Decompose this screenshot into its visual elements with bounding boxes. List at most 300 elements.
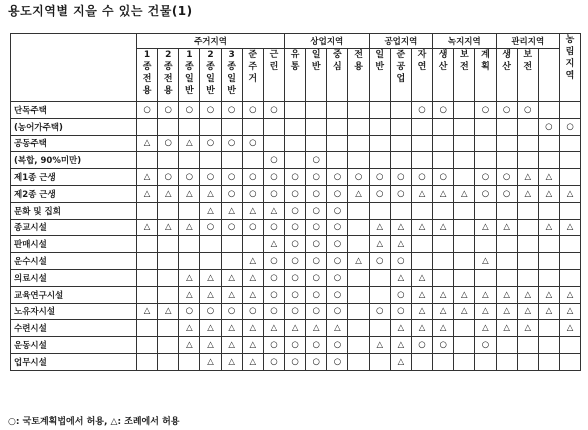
ordinance-triangle: △ (411, 269, 432, 286)
table-cell (158, 353, 179, 370)
table-cell (285, 135, 306, 152)
table-cell (433, 152, 454, 169)
subzone-header (411, 49, 432, 102)
allowed-circle: ○ (327, 236, 348, 253)
table-row (11, 135, 581, 152)
legend-note: ○: 국토계획법에서 허용, △: 조례에서 허용 (8, 417, 180, 427)
table-cell (179, 118, 200, 135)
allowed-circle: ○ (475, 185, 496, 202)
table-cell (200, 253, 221, 270)
table-cell (411, 118, 432, 135)
table-cell (454, 236, 475, 253)
ordinance-triangle: △ (496, 286, 517, 303)
subzone-label: 보전 (523, 50, 533, 72)
ordinance-triangle: △ (454, 286, 475, 303)
table-cell (454, 253, 475, 270)
ordinance-triangle: △ (263, 202, 284, 219)
ordinance-triangle: △ (306, 320, 327, 337)
ordinance-triangle: △ (559, 286, 580, 303)
group-header: 상업지역 (285, 34, 370, 49)
row-label: 운동시설 (11, 337, 137, 354)
table-cell (538, 236, 559, 253)
table-cell (369, 286, 390, 303)
allowed-circle: ○ (306, 269, 327, 286)
table-cell (158, 269, 179, 286)
table-cell (179, 253, 200, 270)
allowed-circle: ○ (390, 185, 411, 202)
ordinance-triangle: △ (517, 320, 538, 337)
table-cell (517, 219, 538, 236)
table-cell (538, 269, 559, 286)
table-cell (158, 152, 179, 169)
subzone-header (348, 49, 369, 102)
table-row (11, 102, 581, 119)
subzone-label: 보전 (459, 50, 469, 72)
ordinance-triangle: △ (411, 320, 432, 337)
allowed-circle: ○ (306, 253, 327, 270)
subzone-label: 계획 (481, 50, 490, 72)
table-cell (559, 353, 580, 370)
ordinance-triangle: △ (137, 169, 158, 186)
table-cell (137, 353, 158, 370)
allowed-circle: ○ (263, 152, 284, 169)
allowed-circle: ○ (369, 185, 390, 202)
table-cell (496, 269, 517, 286)
table-cell (454, 219, 475, 236)
ordinance-triangle: △ (496, 219, 517, 236)
table-cell (433, 269, 454, 286)
ordinance-triangle: △ (179, 337, 200, 354)
table-cell (137, 253, 158, 270)
table-row (11, 269, 581, 286)
subzone-label: 2종일반 (206, 50, 215, 96)
ordinance-triangle: △ (390, 219, 411, 236)
table-cell (433, 253, 454, 270)
subzone-label: 근린 (269, 50, 279, 72)
ordinance-triangle: △ (200, 320, 221, 337)
table-cell (158, 236, 179, 253)
allowed-circle: ○ (390, 286, 411, 303)
allowed-circle: ○ (285, 185, 306, 202)
allowed-circle: ○ (306, 337, 327, 354)
table-cell (559, 253, 580, 270)
table-row (11, 236, 581, 253)
table-cell (496, 337, 517, 354)
row-label: (복합, 90%미만) (11, 152, 137, 169)
ordinance-triangle: △ (517, 303, 538, 320)
table-cell (285, 152, 306, 169)
table-cell (559, 202, 580, 219)
page-title: 용도지역별 지을 수 있는 건물(1) (8, 4, 193, 18)
table-cell (348, 337, 369, 354)
table-row (11, 169, 581, 186)
table-cell (348, 286, 369, 303)
allowed-circle: ○ (200, 303, 221, 320)
table-cell (348, 118, 369, 135)
subzone-header (263, 49, 284, 102)
subzone-header (517, 49, 538, 102)
table-cell (454, 202, 475, 219)
table-cell (496, 353, 517, 370)
ordinance-triangle: △ (475, 286, 496, 303)
subzone-header (475, 49, 496, 102)
table-cell (454, 135, 475, 152)
table-cell (327, 102, 348, 119)
table-cell (158, 118, 179, 135)
table-cell (496, 135, 517, 152)
ordinance-triangle: △ (221, 353, 242, 370)
allowed-circle: ○ (390, 169, 411, 186)
allowed-circle: ○ (285, 337, 306, 354)
ordinance-triangle: △ (538, 303, 559, 320)
ordinance-triangle: △ (433, 219, 454, 236)
allowed-circle: ○ (263, 253, 284, 270)
table-cell (475, 118, 496, 135)
table-row (11, 185, 581, 202)
allowed-circle: ○ (263, 286, 284, 303)
table-cell (496, 118, 517, 135)
table-row (11, 253, 581, 270)
subzone-header (137, 49, 158, 102)
ordinance-triangle: △ (559, 320, 580, 337)
subzone-label: 생산 (438, 50, 448, 72)
ordinance-triangle: △ (454, 303, 475, 320)
subzone-label: 중심 (333, 50, 342, 72)
table-cell (348, 152, 369, 169)
allowed-circle: ○ (263, 169, 284, 186)
table-cell (221, 253, 242, 270)
allowed-circle: ○ (285, 286, 306, 303)
ordinance-triangle: △ (369, 219, 390, 236)
ordinance-triangle: △ (538, 185, 559, 202)
ordinance-triangle: △ (242, 286, 263, 303)
row-label: 공동주택 (11, 135, 137, 152)
ordinance-triangle: △ (137, 185, 158, 202)
table-cell (369, 102, 390, 119)
table-cell (454, 353, 475, 370)
table-cell (475, 236, 496, 253)
ordinance-triangle: △ (559, 303, 580, 320)
table-cell (475, 152, 496, 169)
subzone-label: 준공업 (396, 50, 406, 84)
row-label: 제1종 근생 (11, 169, 137, 186)
subzone-label: 일반 (311, 50, 321, 72)
table-cell (411, 152, 432, 169)
allowed-circle: ○ (411, 169, 432, 186)
table-cell (454, 118, 475, 135)
table-cell (496, 202, 517, 219)
table-cell (454, 152, 475, 169)
table-cell (411, 135, 432, 152)
table-cell (496, 152, 517, 169)
table-cell (369, 320, 390, 337)
allowed-circle: ○ (242, 219, 263, 236)
allowed-circle: ○ (327, 169, 348, 186)
ordinance-triangle: △ (242, 253, 263, 270)
group-header: 관리지역 (496, 34, 559, 49)
ordinance-triangle: △ (158, 219, 179, 236)
allowed-circle: ○ (285, 236, 306, 253)
allowed-circle: ○ (538, 118, 559, 135)
allowed-circle: ○ (158, 102, 179, 119)
subzone-header (285, 49, 306, 102)
table-cell (158, 202, 179, 219)
table-cell (538, 353, 559, 370)
ordinance-triangle: △ (496, 320, 517, 337)
allowed-circle: ○ (263, 102, 284, 119)
ordinance-triangle: △ (263, 320, 284, 337)
table-cell (137, 202, 158, 219)
table-cell (137, 286, 158, 303)
table-cell (454, 102, 475, 119)
table-cell (179, 202, 200, 219)
allowed-circle: ○ (327, 303, 348, 320)
table-cell (369, 269, 390, 286)
allowed-circle: ○ (475, 169, 496, 186)
ordinance-triangle: △ (433, 303, 454, 320)
group-header: 주거지역 (137, 34, 285, 49)
ordinance-triangle: △ (137, 135, 158, 152)
table-cell (517, 135, 538, 152)
table-row (11, 303, 581, 320)
ordinance-triangle: △ (454, 185, 475, 202)
table-cell (242, 152, 263, 169)
ordinance-triangle: △ (221, 269, 242, 286)
allowed-circle: ○ (285, 219, 306, 236)
table-cell (559, 269, 580, 286)
allowed-circle: ○ (306, 185, 327, 202)
table-cell (517, 152, 538, 169)
allowed-circle: ○ (242, 303, 263, 320)
table-cell (433, 118, 454, 135)
allowed-circle: ○ (179, 303, 200, 320)
allowed-circle: ○ (285, 169, 306, 186)
ordinance-triangle: △ (285, 320, 306, 337)
table-cell (221, 118, 242, 135)
table-cell (369, 135, 390, 152)
table-cell (433, 202, 454, 219)
ordinance-triangle: △ (538, 219, 559, 236)
table-cell (559, 152, 580, 169)
ordinance-triangle: △ (411, 185, 432, 202)
allowed-circle: ○ (263, 269, 284, 286)
allowed-circle: ○ (285, 353, 306, 370)
allowed-circle: ○ (263, 185, 284, 202)
table-cell (158, 286, 179, 303)
table-cell (306, 135, 327, 152)
table-cell (475, 135, 496, 152)
allowed-circle: ○ (242, 135, 263, 152)
row-label: 업무시설 (11, 353, 137, 370)
ordinance-triangle: △ (433, 320, 454, 337)
header-corner (11, 34, 137, 102)
allowed-circle: ○ (327, 286, 348, 303)
ordinance-triangle: △ (200, 202, 221, 219)
subzone-header (390, 49, 411, 102)
allowed-circle: ○ (433, 102, 454, 119)
ordinance-triangle: △ (475, 303, 496, 320)
table-cell (263, 118, 284, 135)
allowed-circle: ○ (242, 169, 263, 186)
table-cell (158, 337, 179, 354)
table-cell (390, 202, 411, 219)
ordinance-triangle: △ (221, 286, 242, 303)
table-cell (158, 253, 179, 270)
ordinance-triangle: △ (200, 353, 221, 370)
row-label: 교육연구시설 (11, 286, 137, 303)
subzone-label: 3종일반 (227, 50, 236, 96)
table-cell (200, 152, 221, 169)
ordinance-triangle: △ (390, 337, 411, 354)
table-cell (517, 118, 538, 135)
table-cell (179, 152, 200, 169)
table-cell (559, 337, 580, 354)
table-cell (263, 135, 284, 152)
subzone-header (158, 49, 179, 102)
table-cell (433, 236, 454, 253)
table-row (11, 152, 581, 169)
table-row (11, 286, 581, 303)
table-cell (517, 337, 538, 354)
allowed-circle: ○ (433, 337, 454, 354)
table-cell (285, 102, 306, 119)
ordinance-triangle: △ (517, 185, 538, 202)
ordinance-triangle: △ (327, 320, 348, 337)
ordinance-triangle: △ (221, 320, 242, 337)
table-cell (179, 236, 200, 253)
table-cell (517, 269, 538, 286)
ordinance-triangle: △ (411, 286, 432, 303)
allowed-circle: ○ (263, 219, 284, 236)
allowed-circle: ○ (411, 102, 432, 119)
ordinance-triangle: △ (559, 185, 580, 202)
allowed-circle: ○ (285, 202, 306, 219)
subzone-label: 전용 (354, 50, 363, 72)
table-cell (348, 135, 369, 152)
table-cell (306, 118, 327, 135)
ordinance-triangle: △ (179, 286, 200, 303)
ordinance-triangle: △ (348, 185, 369, 202)
allowed-circle: ○ (221, 169, 242, 186)
table-cell (137, 269, 158, 286)
allowed-circle: ○ (221, 185, 242, 202)
ordinance-triangle: △ (242, 269, 263, 286)
allowed-circle: ○ (179, 102, 200, 119)
allowed-circle: ○ (433, 169, 454, 186)
table-cell (454, 337, 475, 354)
allowed-circle: ○ (327, 202, 348, 219)
allowed-circle: ○ (221, 135, 242, 152)
allowed-circle: ○ (475, 102, 496, 119)
allowed-circle: ○ (306, 353, 327, 370)
subzone-header (433, 49, 454, 102)
table-cell (137, 118, 158, 135)
table-row (11, 219, 581, 236)
allowed-circle: ○ (158, 135, 179, 152)
row-label: 문화 및 집회 (11, 202, 137, 219)
ordinance-triangle: △ (475, 219, 496, 236)
ordinance-triangle: △ (179, 320, 200, 337)
allowed-circle: ○ (327, 337, 348, 354)
allowed-circle: ○ (475, 337, 496, 354)
table-cell (200, 236, 221, 253)
ordinance-triangle: △ (158, 303, 179, 320)
allowed-circle: ○ (285, 303, 306, 320)
allowed-circle: ○ (369, 253, 390, 270)
table-cell (137, 320, 158, 337)
row-label: 의료시설 (11, 269, 137, 286)
table-cell (179, 353, 200, 370)
table-cell (348, 219, 369, 236)
subzone-header (179, 49, 200, 102)
subzone-label: 유통 (290, 50, 300, 72)
subzone-label: 생산 (502, 50, 511, 72)
ordinance-triangle: △ (200, 185, 221, 202)
table-cell (411, 253, 432, 270)
ordinance-triangle: △ (433, 286, 454, 303)
table-cell (475, 353, 496, 370)
ordinance-triangle: △ (390, 236, 411, 253)
subzone-header (221, 49, 242, 102)
ordinance-triangle: △ (179, 185, 200, 202)
table-cell (390, 135, 411, 152)
table-cell (137, 337, 158, 354)
group-header: 공업지역 (369, 34, 432, 49)
subzone-label: 2종전용 (163, 50, 173, 96)
table-cell (517, 236, 538, 253)
ordinance-triangle: △ (369, 337, 390, 354)
subzone-label: 준주거 (248, 50, 258, 84)
allowed-circle: ○ (327, 269, 348, 286)
table-cell (348, 269, 369, 286)
allowed-circle: ○ (411, 337, 432, 354)
allowed-circle: ○ (200, 135, 221, 152)
ordinance-triangle: △ (137, 219, 158, 236)
allowed-circle: ○ (327, 219, 348, 236)
allowed-circle: ○ (306, 303, 327, 320)
allowed-circle: ○ (221, 219, 242, 236)
table-cell (538, 102, 559, 119)
table-cell (559, 135, 580, 152)
table-cell (411, 202, 432, 219)
table-row (11, 337, 581, 354)
row-label: 운수시설 (11, 253, 137, 270)
allowed-circle: ○ (390, 303, 411, 320)
table-cell (517, 202, 538, 219)
table-cell (454, 269, 475, 286)
table-cell (327, 135, 348, 152)
ordinance-triangle: △ (179, 135, 200, 152)
table-cell (390, 118, 411, 135)
ordinance-triangle: △ (538, 286, 559, 303)
allowed-circle: ○ (263, 337, 284, 354)
row-label: 제2종 근생 (11, 185, 137, 202)
row-label: 종교시설 (11, 219, 137, 236)
allowed-circle: ○ (306, 169, 327, 186)
table-cell (538, 253, 559, 270)
group-header: 녹지지역 (433, 34, 496, 49)
table-cell (327, 118, 348, 135)
ordinance-triangle: △ (200, 286, 221, 303)
allowed-circle: ○ (327, 253, 348, 270)
subzone-label: 일반 (375, 50, 385, 72)
ordinance-triangle: △ (475, 320, 496, 337)
table-cell (496, 236, 517, 253)
table-cell (496, 253, 517, 270)
table-cell (242, 236, 263, 253)
table-cell (538, 320, 559, 337)
row-label: 단독주택 (11, 102, 137, 119)
